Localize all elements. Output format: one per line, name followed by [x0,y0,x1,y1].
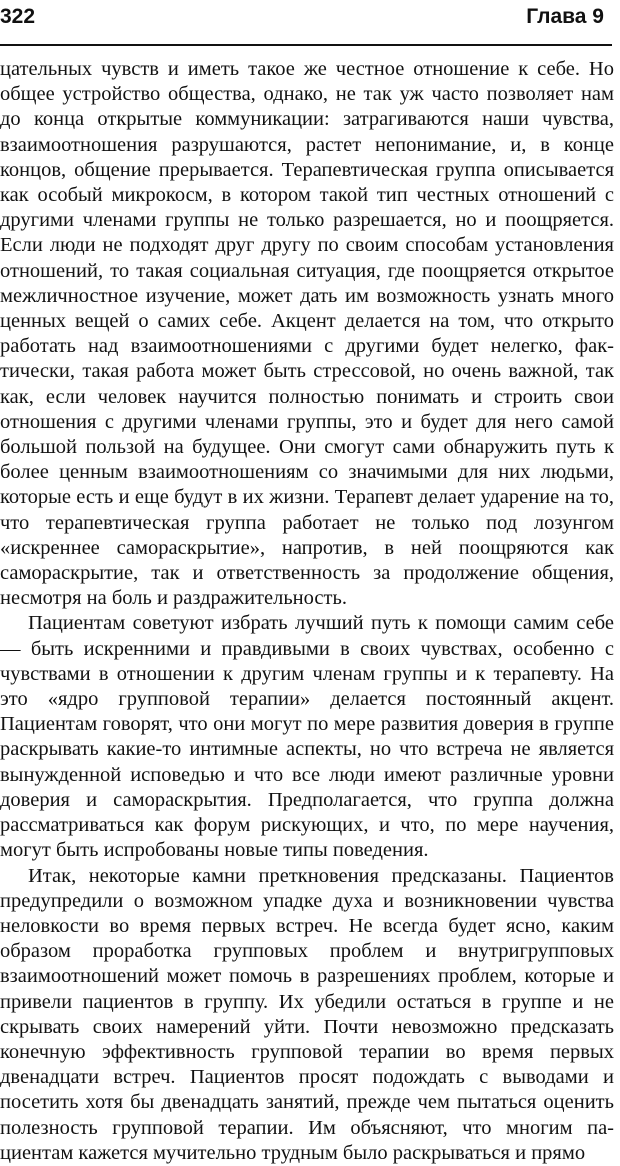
page-header [0,0,612,46]
paragraph-2: Пациентам советуют избрать лучший путь к помощи самим себе — быть искренними и правдивыми в своих чувствах, особенно с чувствами в отношении к другим членам группы и к терапевту. На это «ядро групповой терапии» делается постоянный акцент. Пациентам говорят, что они могут по мере развития доверия в группе раскрывать какие-то интимные аспекты, но что встреча не является вынужденной исповедью и что все люди имеют различные уровни доверия и самораскрытия. Предполагается, что группа должна рассматриваться как форум рискующих, и что, по мере научения, могут быть испробованы новые типы поведения. [0,612,614,862]
chapter-title: Глава 9 [526,5,604,28]
body-text [0,57,614,1166]
paragraph-1: цательных чувств и иметь такое же честное отношение к себе. Но общее устройство общества, однако, не так уж часто позволяет нам до конца открытые коммуникации: затрагиваются наши чувства, взаимоотношения разрушаются, растет непонимание, и, в конце концов, общение прерывается. Терапевтическая группа описывается как особый микрокосм, в котором такой тип честных отношений с другими членами группы не только разрешается, но и поощряется. Если люди не подходят друг другу по своим способам установления отношений, то такая социальная ситуация, где поощряется открытое межличностное изучение, может дать им возможность узнать много ценных вещей о самих себе. Акцент делается на том, что открыто работать над взаимоотношениями с другими будет нелегко, фактически, такая работа может быть стрессовой, но очень важной, так как, если человек научится полностью понимать и строить свои отношения с другими членами группы, это и будет для него самой большой пользой на будущее. Они смогут сами обнаружить путь к более ценным взаимоотношениям со значимыми для них людьми, которые есть и еще будут в их жизни. Терапевт делает ударение на то, что терапевтическая группа работает не только под лозунгом «искреннее самораскрытие», напротив, в ней поощряются как самораскрытие, так и ответственность за продолжение общения, несмотря на боль и раздражительность. [0,58,614,610]
page-number: 322 [0,5,36,28]
paragraph-3: Итак, некоторые камни преткновения предсказаны. Пациентов предупредили о возможном упадке духа и возникновении чувства неловкости во время первых встреч. Не всегда будет ясно, каким образом проработка групповых проблем и внутригрупповых взаимоотношений может помочь в разрешениях проблем, которые и привели пациентов в группу. Их убедили остаться в группе и не скрывать своих намерений уйти. Почти невозможно предсказать конечную эффективность групповой терапии во время первых двенадцати встреч. Пациентов просят подождать с выводами и посетить хотя бы двенадцать занятий, прежде чем пытаться оценить полезность групповой терапии. Им объясняют, что многим пациентам кажется мучительно трудным было раскрываться и прямо [0,864,614,1164]
